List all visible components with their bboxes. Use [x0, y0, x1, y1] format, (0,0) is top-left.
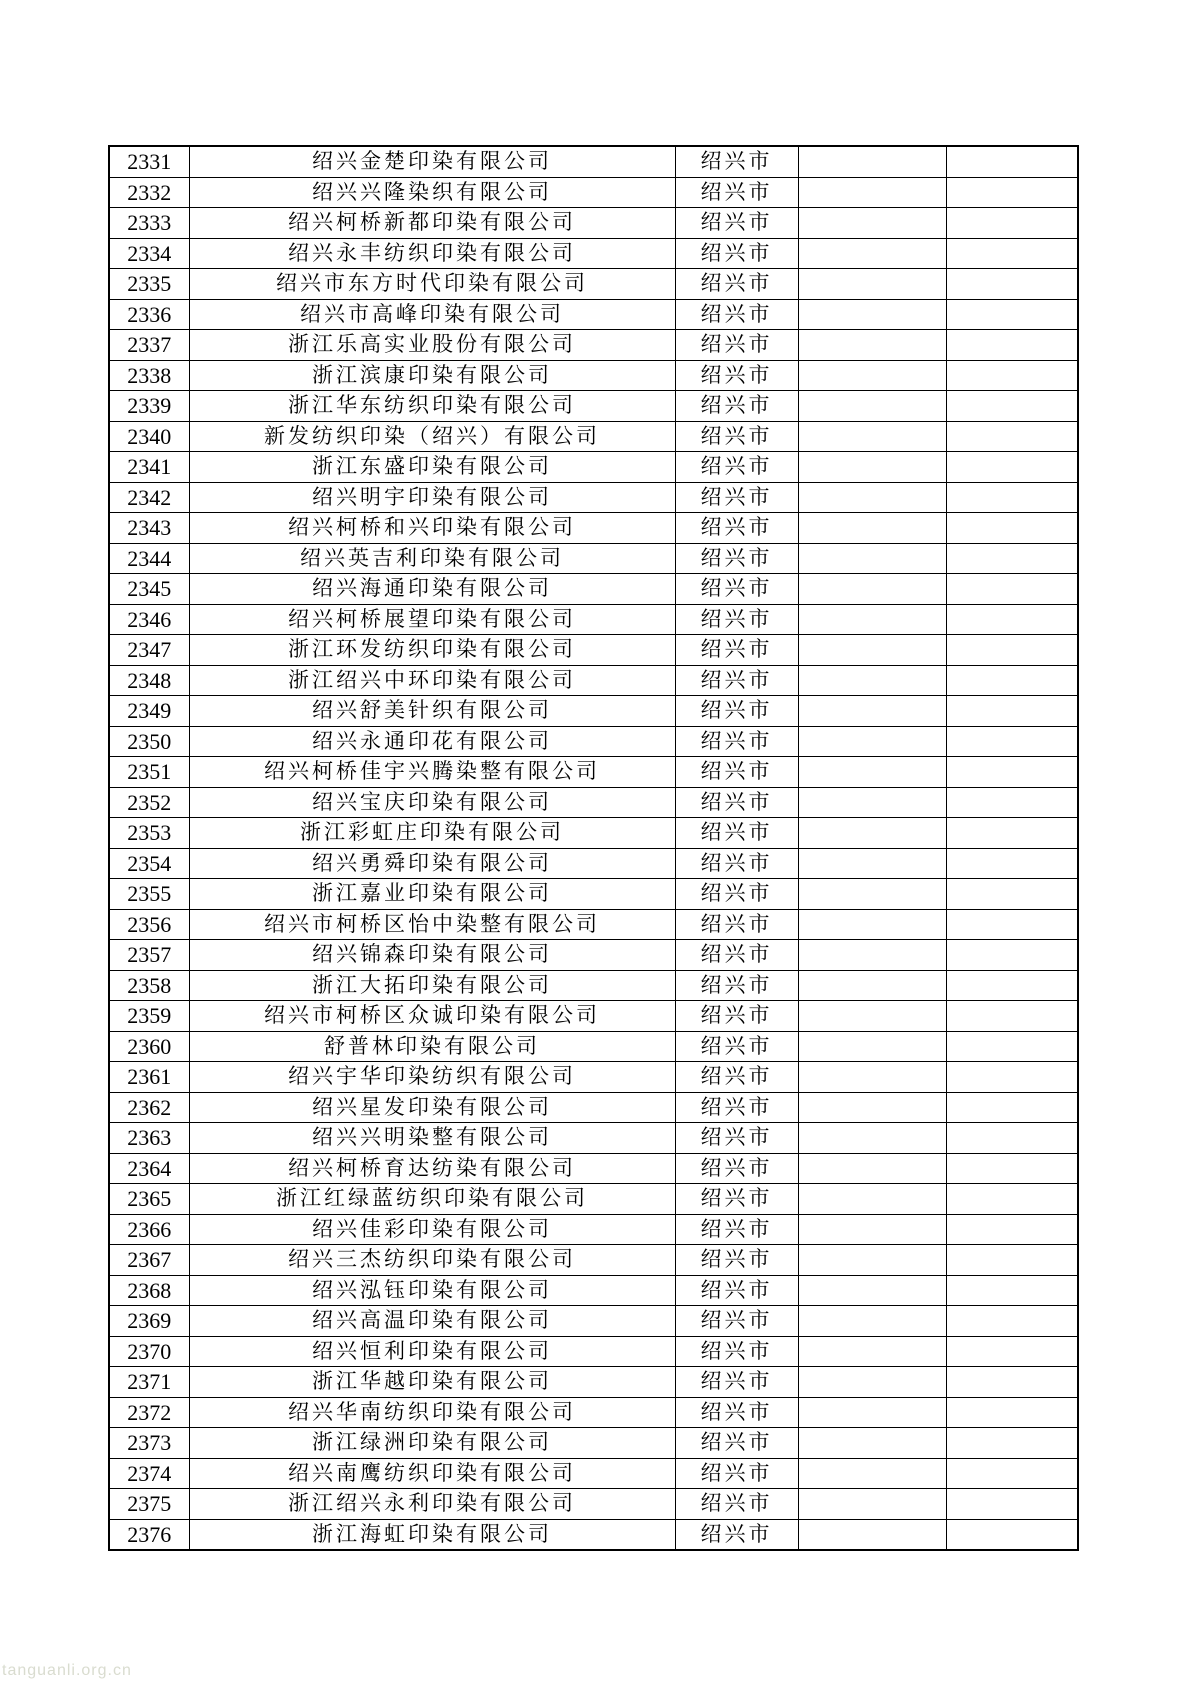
row-number-cell: 2362 [109, 1092, 189, 1123]
empty-cell [946, 1092, 1078, 1123]
row-number-cell: 2356 [109, 909, 189, 940]
empty-cell [946, 238, 1078, 269]
company-name-cell: 浙江东盛印染有限公司 [189, 452, 675, 483]
empty-cell [798, 269, 946, 300]
empty-cell [946, 208, 1078, 239]
company-name-cell: 绍兴星发印染有限公司 [189, 1092, 675, 1123]
row-number-cell: 2373 [109, 1428, 189, 1459]
table-row [109, 1428, 1078, 1459]
city-cell: 绍兴市 [675, 482, 798, 513]
city-cell: 绍兴市 [675, 1092, 798, 1123]
row-number-cell: 2368 [109, 1275, 189, 1306]
row-number-cell: 2353 [109, 818, 189, 849]
empty-cell [798, 543, 946, 574]
empty-cell [798, 635, 946, 666]
empty-cell [946, 574, 1078, 605]
table-row [109, 269, 1078, 300]
empty-cell [798, 1397, 946, 1428]
empty-cell [946, 482, 1078, 513]
city-cell: 绍兴市 [675, 1245, 798, 1276]
empty-cell [798, 177, 946, 208]
empty-cell [798, 1489, 946, 1520]
company-name-cell: 绍兴泓钰印染有限公司 [189, 1275, 675, 1306]
empty-cell [946, 177, 1078, 208]
empty-cell [798, 1428, 946, 1459]
empty-cell [798, 818, 946, 849]
empty-cell [946, 146, 1078, 177]
city-cell: 绍兴市 [675, 269, 798, 300]
empty-cell [946, 452, 1078, 483]
company-name-cell: 浙江环发纺织印染有限公司 [189, 635, 675, 666]
row-number-cell: 2337 [109, 330, 189, 361]
empty-cell [798, 1184, 946, 1215]
company-name-cell: 绍兴明宇印染有限公司 [189, 482, 675, 513]
row-number-cell: 2357 [109, 940, 189, 971]
table-row [109, 452, 1078, 483]
company-name-cell: 绍兴南鹰纺织印染有限公司 [189, 1458, 675, 1489]
company-name-cell: 浙江乐高实业股份有限公司 [189, 330, 675, 361]
empty-cell [946, 940, 1078, 971]
empty-cell [798, 574, 946, 605]
empty-cell [798, 848, 946, 879]
row-number-cell: 2343 [109, 513, 189, 544]
row-number-cell: 2340 [109, 421, 189, 452]
company-name-cell: 浙江海虹印染有限公司 [189, 1519, 675, 1550]
city-cell: 绍兴市 [675, 1397, 798, 1428]
table-row [109, 391, 1078, 422]
row-number-cell: 2335 [109, 269, 189, 300]
table-row [109, 482, 1078, 513]
company-name-cell: 绍兴华南纺织印染有限公司 [189, 1397, 675, 1428]
city-cell: 绍兴市 [675, 635, 798, 666]
table-row [109, 1184, 1078, 1215]
row-number-cell: 2364 [109, 1153, 189, 1184]
city-cell: 绍兴市 [675, 1001, 798, 1032]
empty-cell [798, 1092, 946, 1123]
city-cell: 绍兴市 [675, 421, 798, 452]
row-number-cell: 2348 [109, 665, 189, 696]
empty-cell [946, 635, 1078, 666]
company-name-cell: 浙江嘉业印染有限公司 [189, 879, 675, 910]
company-name-cell: 绍兴市东方时代印染有限公司 [189, 269, 675, 300]
table-row [109, 1031, 1078, 1062]
empty-cell [946, 1001, 1078, 1032]
empty-cell [946, 391, 1078, 422]
city-cell: 绍兴市 [675, 1062, 798, 1093]
row-number-cell: 2334 [109, 238, 189, 269]
company-name-cell: 绍兴舒美针织有限公司 [189, 696, 675, 727]
table-row [109, 1275, 1078, 1306]
city-cell: 绍兴市 [675, 513, 798, 544]
company-name-cell: 绍兴柯桥新都印染有限公司 [189, 208, 675, 239]
company-name-cell: 绍兴三杰纺织印染有限公司 [189, 1245, 675, 1276]
empty-cell [946, 604, 1078, 635]
row-number-cell: 2375 [109, 1489, 189, 1520]
city-cell: 绍兴市 [675, 1184, 798, 1215]
table-row [109, 1153, 1078, 1184]
row-number-cell: 2358 [109, 970, 189, 1001]
empty-cell [798, 1306, 946, 1337]
city-cell: 绍兴市 [675, 970, 798, 1001]
table-row [109, 1367, 1078, 1398]
empty-cell [798, 208, 946, 239]
company-name-cell: 绍兴市柯桥区众诚印染有限公司 [189, 1001, 675, 1032]
table-row [109, 1397, 1078, 1428]
city-cell: 绍兴市 [675, 177, 798, 208]
city-cell: 绍兴市 [675, 1275, 798, 1306]
empty-cell [946, 787, 1078, 818]
table-row [109, 1123, 1078, 1154]
table-row [109, 146, 1078, 177]
empty-cell [946, 970, 1078, 1001]
row-number-cell: 2349 [109, 696, 189, 727]
city-cell: 绍兴市 [675, 208, 798, 239]
company-name-cell: 绍兴柯桥和兴印染有限公司 [189, 513, 675, 544]
empty-cell [798, 696, 946, 727]
table-row [109, 879, 1078, 910]
company-name-cell: 绍兴锦森印染有限公司 [189, 940, 675, 971]
empty-cell [798, 146, 946, 177]
empty-cell [798, 360, 946, 391]
city-cell: 绍兴市 [675, 726, 798, 757]
empty-cell [798, 1001, 946, 1032]
company-name-cell: 绍兴海通印染有限公司 [189, 574, 675, 605]
city-cell: 绍兴市 [675, 391, 798, 422]
city-cell: 绍兴市 [675, 1336, 798, 1367]
table-row [109, 726, 1078, 757]
empty-cell [946, 1184, 1078, 1215]
company-name-cell: 浙江红绿蓝纺织印染有限公司 [189, 1184, 675, 1215]
city-cell: 绍兴市 [675, 1458, 798, 1489]
empty-cell [798, 970, 946, 1001]
empty-cell [946, 1397, 1078, 1428]
company-name-cell: 舒普林印染有限公司 [189, 1031, 675, 1062]
table-row [109, 696, 1078, 727]
company-name-cell: 浙江彩虹庄印染有限公司 [189, 818, 675, 849]
watermark-text: tanguanli.org.cn [2, 1662, 132, 1679]
company-name-cell: 绍兴柯桥佳宇兴腾染整有限公司 [189, 757, 675, 788]
empty-cell [798, 1062, 946, 1093]
row-number-cell: 2333 [109, 208, 189, 239]
empty-cell [946, 1336, 1078, 1367]
company-name-cell: 绍兴宇华印染纺织有限公司 [189, 1062, 675, 1093]
empty-cell [798, 879, 946, 910]
row-number-cell: 2372 [109, 1397, 189, 1428]
company-name-cell: 绍兴恒利印染有限公司 [189, 1336, 675, 1367]
city-cell: 绍兴市 [675, 1031, 798, 1062]
empty-cell [946, 909, 1078, 940]
empty-cell [798, 1031, 946, 1062]
company-name-cell: 浙江华越印染有限公司 [189, 1367, 675, 1398]
row-number-cell: 2374 [109, 1458, 189, 1489]
row-number-cell: 2371 [109, 1367, 189, 1398]
row-number-cell: 2370 [109, 1336, 189, 1367]
table-row [109, 787, 1078, 818]
company-name-cell: 绍兴勇舜印染有限公司 [189, 848, 675, 879]
company-name-cell: 浙江绍兴永利印染有限公司 [189, 1489, 675, 1520]
city-cell: 绍兴市 [675, 574, 798, 605]
empty-cell [946, 1214, 1078, 1245]
table-row [109, 1001, 1078, 1032]
empty-cell [798, 1123, 946, 1154]
empty-cell [946, 665, 1078, 696]
row-number-cell: 2369 [109, 1306, 189, 1337]
city-cell: 绍兴市 [675, 940, 798, 971]
row-number-cell: 2350 [109, 726, 189, 757]
table-row [109, 757, 1078, 788]
company-name-cell: 绍兴佳彩印染有限公司 [189, 1214, 675, 1245]
company-name-cell: 绍兴兴隆染织有限公司 [189, 177, 675, 208]
empty-cell [798, 604, 946, 635]
empty-cell [946, 1062, 1078, 1093]
table-row [109, 208, 1078, 239]
city-cell: 绍兴市 [675, 696, 798, 727]
row-number-cell: 2366 [109, 1214, 189, 1245]
company-name-cell: 绍兴兴明染整有限公司 [189, 1123, 675, 1154]
table-row [109, 574, 1078, 605]
empty-cell [798, 1519, 946, 1550]
table-row [109, 543, 1078, 574]
company-name-cell: 绍兴英吉利印染有限公司 [189, 543, 675, 574]
table-body [109, 146, 1078, 1550]
row-number-cell: 2344 [109, 543, 189, 574]
empty-cell [946, 1153, 1078, 1184]
empty-cell [946, 1275, 1078, 1306]
empty-cell [946, 299, 1078, 330]
row-number-cell: 2342 [109, 482, 189, 513]
row-number-cell: 2332 [109, 177, 189, 208]
empty-cell [946, 330, 1078, 361]
company-name-cell: 绍兴市柯桥区怡中染整有限公司 [189, 909, 675, 940]
table-row [109, 1489, 1078, 1520]
row-number-cell: 2367 [109, 1245, 189, 1276]
city-cell: 绍兴市 [675, 757, 798, 788]
empty-cell [946, 1458, 1078, 1489]
empty-cell [798, 665, 946, 696]
table-row [109, 1306, 1078, 1337]
table-row [109, 1062, 1078, 1093]
empty-cell [946, 269, 1078, 300]
city-cell: 绍兴市 [675, 330, 798, 361]
city-cell: 绍兴市 [675, 1367, 798, 1398]
company-name-cell: 浙江绿洲印染有限公司 [189, 1428, 675, 1459]
empty-cell [946, 818, 1078, 849]
row-number-cell: 2341 [109, 452, 189, 483]
table-row [109, 330, 1078, 361]
empty-cell [798, 421, 946, 452]
empty-cell [946, 543, 1078, 574]
empty-cell [946, 360, 1078, 391]
city-cell: 绍兴市 [675, 1214, 798, 1245]
table-row [109, 940, 1078, 971]
company-name-cell: 绍兴柯桥育达纺染有限公司 [189, 1153, 675, 1184]
row-number-cell: 2339 [109, 391, 189, 422]
empty-cell [798, 452, 946, 483]
table-row [109, 1245, 1078, 1276]
row-number-cell: 2347 [109, 635, 189, 666]
row-number-cell: 2360 [109, 1031, 189, 1062]
company-name-cell: 绍兴宝庆印染有限公司 [189, 787, 675, 818]
table-row [109, 604, 1078, 635]
empty-cell [798, 1458, 946, 1489]
empty-cell [946, 1123, 1078, 1154]
company-name-cell: 绍兴高温印染有限公司 [189, 1306, 675, 1337]
city-cell: 绍兴市 [675, 1519, 798, 1550]
row-number-cell: 2336 [109, 299, 189, 330]
empty-cell [946, 1428, 1078, 1459]
city-cell: 绍兴市 [675, 665, 798, 696]
empty-cell [798, 1153, 946, 1184]
empty-cell [798, 1367, 946, 1398]
table-row [109, 360, 1078, 391]
company-table [108, 145, 1079, 1551]
table-row [109, 1458, 1078, 1489]
company-name-cell: 绍兴永丰纺织印染有限公司 [189, 238, 675, 269]
city-cell: 绍兴市 [675, 146, 798, 177]
city-cell: 绍兴市 [675, 1428, 798, 1459]
empty-cell [946, 1367, 1078, 1398]
city-cell: 绍兴市 [675, 1489, 798, 1520]
row-number-cell: 2345 [109, 574, 189, 605]
company-name-cell: 新发纺织印染（绍兴）有限公司 [189, 421, 675, 452]
row-number-cell: 2352 [109, 787, 189, 818]
empty-cell [798, 513, 946, 544]
empty-cell [798, 726, 946, 757]
city-cell: 绍兴市 [675, 1123, 798, 1154]
row-number-cell: 2338 [109, 360, 189, 391]
table-row [109, 665, 1078, 696]
city-cell: 绍兴市 [675, 604, 798, 635]
table-row [109, 1519, 1078, 1550]
empty-cell [798, 330, 946, 361]
empty-cell [798, 940, 946, 971]
city-cell: 绍兴市 [675, 909, 798, 940]
city-cell: 绍兴市 [675, 1306, 798, 1337]
city-cell: 绍兴市 [675, 360, 798, 391]
company-name-cell: 绍兴金楚印染有限公司 [189, 146, 675, 177]
row-number-cell: 2365 [109, 1184, 189, 1215]
empty-cell [798, 1214, 946, 1245]
table-row [109, 1092, 1078, 1123]
empty-cell [946, 757, 1078, 788]
company-name-cell: 绍兴市高峰印染有限公司 [189, 299, 675, 330]
empty-cell [798, 299, 946, 330]
empty-cell [946, 1519, 1078, 1550]
empty-cell [946, 879, 1078, 910]
empty-cell [798, 757, 946, 788]
empty-cell [798, 238, 946, 269]
city-cell: 绍兴市 [675, 299, 798, 330]
table-row [109, 1214, 1078, 1245]
table-row [109, 818, 1078, 849]
row-number-cell: 2361 [109, 1062, 189, 1093]
empty-cell [946, 1245, 1078, 1276]
empty-cell [946, 513, 1078, 544]
empty-cell [798, 1336, 946, 1367]
company-name-cell: 浙江绍兴中环印染有限公司 [189, 665, 675, 696]
table-row [109, 238, 1078, 269]
table-row [109, 635, 1078, 666]
row-number-cell: 2359 [109, 1001, 189, 1032]
row-number-cell: 2355 [109, 879, 189, 910]
table-row [109, 177, 1078, 208]
city-cell: 绍兴市 [675, 879, 798, 910]
city-cell: 绍兴市 [675, 787, 798, 818]
table-row [109, 970, 1078, 1001]
empty-cell [946, 1306, 1078, 1337]
city-cell: 绍兴市 [675, 543, 798, 574]
empty-cell [946, 421, 1078, 452]
empty-cell [798, 1245, 946, 1276]
city-cell: 绍兴市 [675, 848, 798, 879]
empty-cell [798, 391, 946, 422]
table-row [109, 1336, 1078, 1367]
empty-cell [946, 848, 1078, 879]
empty-cell [798, 1275, 946, 1306]
empty-cell [946, 1489, 1078, 1520]
company-name-cell: 绍兴永通印花有限公司 [189, 726, 675, 757]
row-number-cell: 2363 [109, 1123, 189, 1154]
city-cell: 绍兴市 [675, 452, 798, 483]
company-name-cell: 浙江华东纺织印染有限公司 [189, 391, 675, 422]
company-name-cell: 绍兴柯桥展望印染有限公司 [189, 604, 675, 635]
table-row [109, 299, 1078, 330]
city-cell: 绍兴市 [675, 238, 798, 269]
empty-cell [798, 482, 946, 513]
empty-cell [946, 1031, 1078, 1062]
empty-cell [946, 696, 1078, 727]
table-row [109, 421, 1078, 452]
row-number-cell: 2346 [109, 604, 189, 635]
table-row [109, 513, 1078, 544]
empty-cell [798, 909, 946, 940]
row-number-cell: 2331 [109, 146, 189, 177]
row-number-cell: 2376 [109, 1519, 189, 1550]
row-number-cell: 2351 [109, 757, 189, 788]
table-row [109, 909, 1078, 940]
table-row [109, 848, 1078, 879]
empty-cell [946, 726, 1078, 757]
city-cell: 绍兴市 [675, 818, 798, 849]
empty-cell [798, 787, 946, 818]
row-number-cell: 2354 [109, 848, 189, 879]
company-name-cell: 浙江大拓印染有限公司 [189, 970, 675, 1001]
city-cell: 绍兴市 [675, 1153, 798, 1184]
company-name-cell: 浙江滨康印染有限公司 [189, 360, 675, 391]
